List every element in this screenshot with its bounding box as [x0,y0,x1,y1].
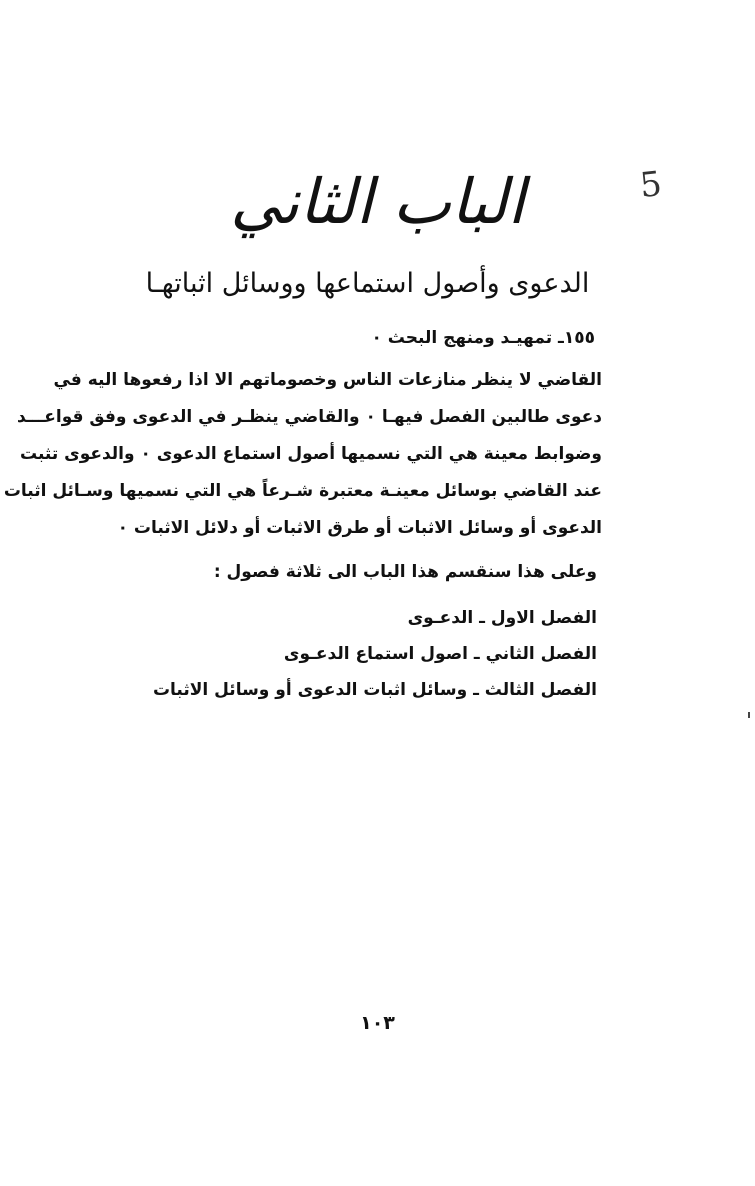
chapter-subtitle: الدعوى وأصول استماعها ووسائل اثباتهـا [145,268,590,299]
chapter-list [153,600,597,708]
chapter-title: الباب الثاني [230,165,525,238]
chapter-item: الفصل الاول ـ الدعـوى [407,608,597,628]
page-number: ١٠٣ [360,1012,395,1034]
paragraph-line: وضوابط معينة هي التي نسميها أصول استماع الدعوى ٠ والدعوى تثبت [19,444,602,464]
chapter-item: الفصل الثالث ـ وسائل اثبات الدعوى أو وسائل الاثبات [152,680,597,700]
scan-speck [748,712,750,718]
body-paragraph [3,362,602,547]
chapters-intro: وعلى هذا سنقسم هذا الباب الى ثلاثة فصول : [213,562,597,582]
paragraph-line: عند القاضي بوسائل معينـة معتبرة شـرعاً هي التي نسميها وسـائل اثبات [3,481,602,501]
paragraph-line: الدعوى أو وسائل الاثبات أو طرق الاثبات أو دلائل الاثبات ٠ [117,518,602,538]
margin-mark: 5 [637,163,664,207]
paragraph-line: دعوى طالبين الفصل فيهـا ٠ والقاضي ينظـر في الدعوى وفق قواعـــد [17,407,602,427]
paragraph-line: القاضي لا ينظر منازعات الناس وخصوماتهم الا اذا رفعوها اليه في [53,370,602,390]
chapter-item: الفصل الثاني ـ اصول استماع الدعـوى [283,644,597,664]
section-heading: ١٥٥ـ تمهيـد ومنهج البحث ٠ [371,328,595,348]
